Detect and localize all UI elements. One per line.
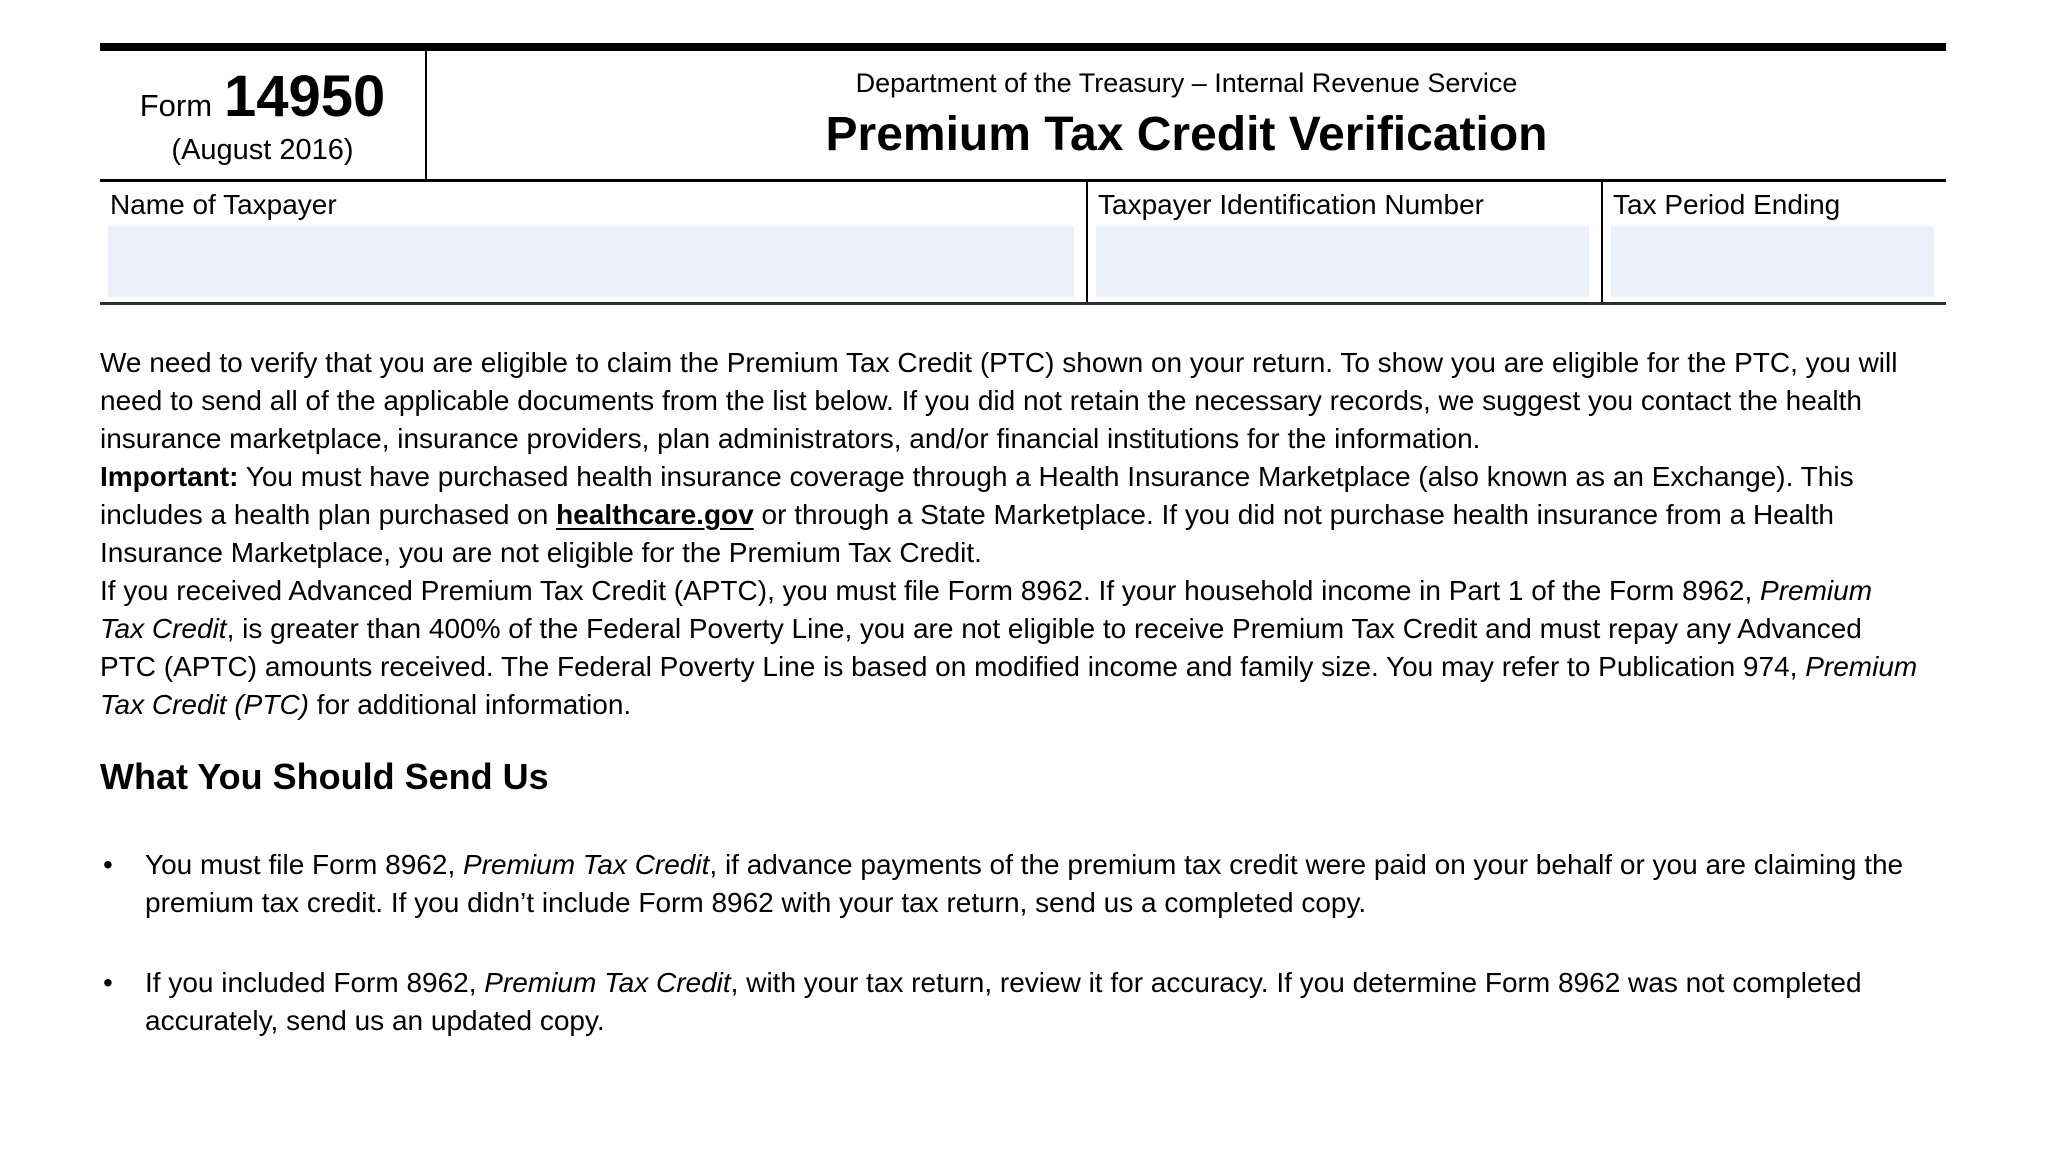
form-number-line [140,63,386,130]
form-title-box [427,51,1946,179]
form-number: 14950 [224,64,386,129]
taxpayer-name-label: Name of Taxpayer [110,189,337,220]
bullet-item [100,846,1918,922]
form-label: Form [139,88,213,123]
tax-period-input[interactable] [1611,226,1934,297]
bullet-text: If you included Form 8962, Premium Tax Credit, with your tax return, review it for accuracy. If you determine Form 8962 was not completed accurately, send us an updated copy. [145,967,1862,1036]
bullet-text: You must file Form 8962, Premium Tax Credit, if advance payments of the premium tax credit were paid on your behalf or you are claiming the premium tax credit. If you didn’t include Form 8962 with your tax return, send us a completed copy. [145,849,1904,918]
tin-label: Taxpayer Identification Number [1098,189,1484,220]
aptc-paragraph: If you received Advanced Premium Tax Credit (APTC), you must file Form 8962. If your household income in Part 1 of the Form 8962, Premium Tax Credit, is greater than 400% of the Federal Poverty Line, you are not eligible to receive Premium Tax Credit and must repay any Advanced PTC (APTC) amounts received. The Federal Poverty Line is based on modified income and family size. You may refer to Publication 974, Premium Tax Credit (PTC) for additional information. [100,575,1918,720]
tin-input[interactable] [1096,226,1589,297]
intro-paragraph: We need to verify that you are eligible to claim the Premium Tax Credit (PTC) shown on your return. To show you are eligible for the PTC, you will need to send all of the applicable documents from the list below. If you did not retain the necessary records, we suggest you contact the health insurance marketplace, insurance providers, plan administrators, and/or financial institutions for the information. [100,347,1898,454]
form-body [100,344,1918,1040]
tax-period-cell [1601,182,1946,302]
tin-cell [1086,182,1601,302]
tax-period-label: Tax Period Ending [1613,189,1841,220]
form-revision-date: (August 2016) [171,134,354,166]
bullet-list [100,846,1918,1040]
form-number-box [100,51,427,179]
agency-line: Department of the Treasury – Internal Revenue Service [855,68,1518,98]
bullet-icon: • [103,849,113,880]
important-paragraph: Important: You must have purchased health insurance coverage through a Health Insurance Marketplace (also known as an Exchange). This includes a health plan purchased on healthcare.gov or through a State Marketplace. If you did not purchase health insurance from a Health Insurance Marketplace, you are not eligible for the Premium Tax Credit. [100,461,1854,568]
taxpayer-name-cell [100,182,1086,302]
form-title: Premium Tax Credit Verification [825,108,1548,161]
taxpayer-info-row [100,182,1946,305]
section-heading: What You Should Send Us [100,756,549,797]
form-header [100,43,1946,182]
bullet-item [100,964,1918,1040]
bullet-icon: • [103,967,113,998]
taxpayer-name-input[interactable] [108,226,1074,297]
